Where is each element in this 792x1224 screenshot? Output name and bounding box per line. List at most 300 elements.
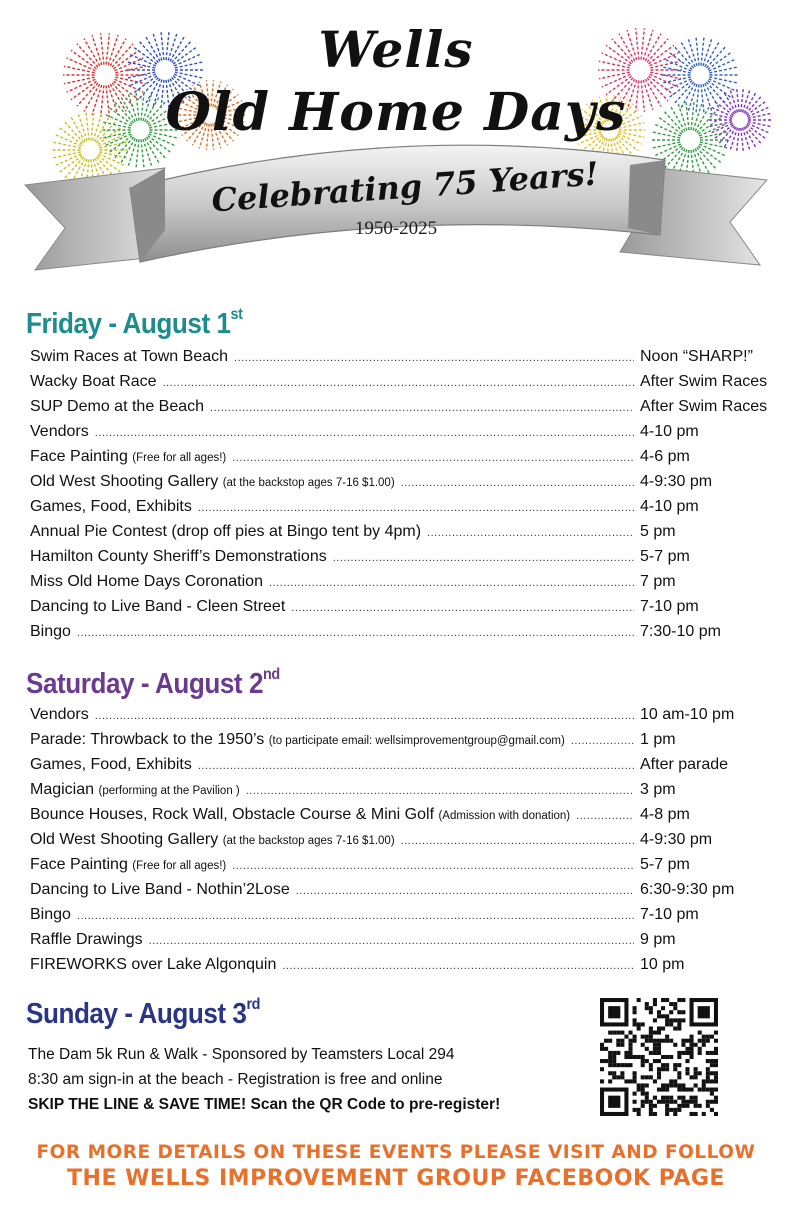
qr-module: [641, 1035, 645, 1039]
event-time: 4-6 pm: [640, 448, 690, 465]
qr-module: [637, 1022, 641, 1026]
qr-module: [685, 1047, 689, 1051]
qr-module: [698, 1104, 702, 1108]
qr-module: [641, 1088, 645, 1092]
event-title: Face Painting: [30, 856, 128, 873]
qr-module: [649, 1067, 653, 1071]
event-time: 5-7 pm: [640, 548, 690, 565]
qr-module: [600, 1043, 604, 1047]
qr-module: [657, 1059, 661, 1063]
qr-module: [608, 1039, 612, 1043]
qr-module: [694, 1071, 698, 1075]
friday-heading: [26, 308, 242, 341]
qr-module: [702, 1079, 706, 1083]
qr-module: [665, 1067, 669, 1071]
qr-module: [624, 1079, 628, 1083]
qr-module: [620, 1071, 624, 1075]
event-name: [30, 473, 395, 491]
event-name: [30, 523, 421, 541]
qr-module: [620, 1031, 624, 1035]
friday-event-row: [30, 373, 770, 398]
qr-code-icon[interactable]: [600, 998, 718, 1116]
dot-leader: [427, 527, 634, 539]
qr-module: [633, 1075, 637, 1079]
qr-module: [608, 1079, 612, 1083]
qr-module: [665, 1096, 669, 1100]
event-time: 5-7 pm: [640, 856, 690, 873]
qr-module: [710, 1088, 714, 1092]
qr-module: [673, 1006, 677, 1010]
qr-module: [612, 1055, 616, 1059]
friday-event-row: [30, 398, 770, 423]
event-name: [30, 956, 276, 974]
friday-schedule: [30, 348, 770, 648]
qr-module: [706, 1071, 710, 1075]
qr-module: [628, 1047, 632, 1051]
friday-event-row: [30, 523, 770, 548]
event-note: (Admission with donation): [438, 810, 571, 822]
event-title: FIREWORKS over Lake Algonquin: [30, 956, 277, 973]
qr-module: [633, 1108, 637, 1112]
qr-module: [665, 1014, 669, 1018]
qr-module: [665, 998, 669, 1002]
sunday-heading: [26, 998, 260, 1031]
dot-leader: [232, 860, 634, 872]
qr-module: [710, 1059, 714, 1063]
qr-module: [620, 1039, 624, 1043]
qr-module: [649, 1108, 653, 1112]
qr-module: [669, 1022, 673, 1026]
qr-module: [665, 1112, 669, 1116]
sunday-info: [28, 1042, 588, 1117]
qr-module: [616, 1043, 620, 1047]
qr-module: [677, 1018, 681, 1022]
qr-module: [714, 1096, 718, 1100]
qr-module: [677, 1051, 681, 1055]
qr-module: [685, 1067, 689, 1071]
qr-module: [698, 1088, 702, 1092]
qr-module: [649, 1006, 653, 1010]
qr-module: [653, 1104, 657, 1108]
qr-module: [690, 1043, 694, 1047]
event-title: Bounce Houses, Rock Wall, Obstacle Course & Mini Golf: [30, 806, 435, 823]
qr-module: [645, 1100, 649, 1104]
qr-module: [706, 1051, 710, 1055]
event-time: 5 pm: [640, 523, 676, 540]
qr-module: [677, 1026, 681, 1030]
qr-module: [665, 1018, 669, 1022]
qr-module: [649, 1039, 653, 1043]
qr-module: [706, 1039, 710, 1043]
friday-event-row: [30, 423, 770, 448]
qr-module: [661, 1088, 665, 1092]
dot-leader: [282, 960, 634, 972]
qr-module: [645, 1092, 649, 1096]
qr-module: [633, 1100, 637, 1104]
qr-module: [628, 1039, 632, 1043]
dot-leader: [198, 502, 634, 514]
event-name: [30, 881, 290, 899]
qr-module: [710, 1092, 714, 1096]
dot-leader: [333, 552, 634, 564]
qr-module: [710, 1100, 714, 1104]
qr-module: [677, 1083, 681, 1087]
qr-module: [657, 1010, 661, 1014]
event-title: Vendors: [30, 423, 89, 440]
qr-module: [669, 1055, 673, 1059]
qr-module: [645, 1083, 649, 1087]
qr-module: [661, 1067, 665, 1071]
qr-module: [653, 1059, 657, 1063]
qr-module: [669, 1039, 673, 1043]
qr-module: [690, 1088, 694, 1092]
qr-module: [608, 1071, 612, 1075]
qr-module: [653, 1051, 657, 1055]
qr-module: [624, 1035, 628, 1039]
qr-module: [690, 1100, 694, 1104]
event-time: 1 pm: [640, 731, 676, 748]
qr-module: [694, 1100, 698, 1104]
qr-module: [702, 1043, 706, 1047]
sunday-line-1: The Dam 5k Run & Walk - Sponsored by Teamsters Local 294: [28, 1046, 455, 1063]
qr-module: [690, 1051, 694, 1055]
qr-module: [661, 1006, 665, 1010]
qr-module: [681, 998, 685, 1002]
sunday-heading-suffix: rd: [246, 996, 260, 1013]
qr-module: [657, 1075, 661, 1079]
firework-spark: [141, 139, 144, 167]
qr-module: [698, 1051, 702, 1055]
qr-module: [690, 1055, 694, 1059]
qr-module: [657, 1026, 661, 1030]
qr-module: [633, 1035, 637, 1039]
dot-leader: [77, 910, 634, 922]
qr-module: [616, 1063, 620, 1067]
qr-module: [624, 1051, 628, 1055]
qr-module: [710, 1051, 714, 1055]
saturday-event-row: [30, 931, 770, 956]
qr-module: [681, 1051, 685, 1055]
qr-module: [677, 1088, 681, 1092]
event-time: 4-9:30 pm: [640, 831, 713, 848]
qr-module: [657, 1047, 661, 1051]
qr-module: [690, 1039, 694, 1043]
qr-module: [624, 1055, 628, 1059]
event-title: Wacky Boat Race: [30, 373, 157, 390]
qr-module: [694, 1067, 698, 1071]
dot-leader: [401, 477, 634, 489]
event-title: Dancing to Live Band - Cleen Street: [30, 598, 286, 615]
event-name: [30, 856, 226, 874]
qr-module: [653, 998, 657, 1002]
qr-module: [690, 1047, 694, 1051]
dot-leader: [163, 377, 634, 389]
event-name: [30, 623, 71, 641]
event-title: Swim Races at Town Beach: [30, 348, 229, 365]
friday-event-row: [30, 348, 770, 373]
qr-module: [624, 1063, 628, 1067]
qr-module: [714, 1031, 718, 1035]
qr-module: [620, 1063, 624, 1067]
qr-module: [661, 1100, 665, 1104]
qr-module: [681, 1018, 685, 1022]
qr-module: [637, 998, 641, 1002]
qr-module: [685, 1100, 689, 1104]
qr-module: [714, 1071, 718, 1075]
event-note: (Free for all ages!): [132, 860, 227, 872]
qr-module: [600, 1067, 604, 1071]
qr-module: [665, 1055, 669, 1059]
saturday-heading-suffix: nd: [263, 666, 280, 683]
qr-module: [681, 1096, 685, 1100]
dot-leader: [77, 627, 634, 639]
saturday-event-row: [30, 881, 770, 906]
qr-module: [641, 1063, 645, 1067]
qr-module: [681, 1083, 685, 1087]
saturday-event-row: [30, 956, 770, 981]
ribbon-text: Celebrating 75 Years!: [210, 154, 600, 220]
qr-module: [649, 1010, 653, 1014]
qr-module: [681, 1088, 685, 1092]
qr-module: [628, 1063, 632, 1067]
qr-module: [608, 1051, 612, 1055]
dot-leader: [296, 885, 634, 897]
qr-module: [710, 1079, 714, 1083]
qr-module: [637, 1088, 641, 1092]
event-name: [30, 598, 285, 616]
event-title: Vendors: [30, 706, 89, 723]
qr-module: [685, 1051, 689, 1055]
qr-module: [714, 1075, 718, 1079]
qr-module: [600, 1079, 604, 1083]
dot-leader: [234, 352, 634, 364]
event-name: [30, 806, 570, 824]
qr-module: [681, 1100, 685, 1104]
qr-module: [710, 1108, 714, 1112]
qr-module: [669, 1096, 673, 1100]
qr-module: [653, 1002, 657, 1006]
event-title: Old West Shooting Gallery: [30, 831, 219, 848]
qr-module: [694, 1075, 698, 1079]
event-time: 7-10 pm: [640, 906, 699, 923]
qr-module: [714, 1047, 718, 1051]
qr-module: [690, 1096, 694, 1100]
qr-module: [641, 1059, 645, 1063]
event-name: [30, 906, 71, 924]
event-time: 4-10 pm: [640, 498, 699, 515]
qr-module: [641, 1083, 645, 1087]
event-name: [30, 373, 157, 391]
event-name: [30, 398, 204, 416]
qr-module: [641, 1043, 645, 1047]
qr-module: [608, 1096, 620, 1108]
qr-module: [665, 1039, 669, 1043]
event-name: [30, 423, 89, 441]
qr-module: [685, 1088, 689, 1092]
qr-module: [628, 1031, 632, 1035]
qr-module: [653, 1031, 657, 1035]
qr-module: [633, 1010, 637, 1014]
qr-module: [653, 1018, 657, 1022]
event-time: 10 am-10 pm: [640, 706, 735, 723]
saturday-event-row: [30, 756, 770, 781]
qr-module: [633, 1055, 637, 1059]
dot-leader: [576, 810, 634, 822]
qr-module: [641, 1075, 645, 1079]
event-name: [30, 756, 192, 774]
event-name: [30, 573, 263, 591]
event-time: After Swim Races: [640, 398, 768, 415]
friday-event-row: [30, 473, 770, 498]
event-title: Hamilton County Sheriff’s Demonstrations: [30, 548, 327, 565]
qr-module: [608, 1059, 612, 1063]
qr-module: [633, 1022, 637, 1026]
qr-module: [604, 1039, 608, 1043]
firework-spark: [136, 139, 139, 167]
friday-event-row: [30, 573, 770, 598]
qr-module: [698, 1047, 702, 1051]
event-name: [30, 448, 226, 466]
dot-leader: [291, 602, 634, 614]
friday-event-row: [30, 548, 770, 573]
qr-module: [661, 1014, 665, 1018]
qr-module: [653, 1047, 657, 1051]
qr-module: [657, 1039, 661, 1043]
event-time: After parade: [640, 756, 729, 773]
event-title: SUP Demo at the Beach: [30, 398, 205, 415]
qr-module: [669, 1083, 673, 1087]
qr-module: [669, 1079, 673, 1083]
qr-module: [645, 1059, 649, 1063]
event-title: Games, Food, Exhibits: [30, 756, 192, 773]
qr-module: [714, 1100, 718, 1104]
event-name: [30, 931, 143, 949]
event-title: Bingo: [30, 623, 71, 640]
qr-module: [665, 1083, 669, 1087]
qr-module: [694, 1096, 698, 1100]
qr-module: [637, 1108, 641, 1112]
qr-module: [628, 1055, 632, 1059]
qr-module: [677, 1010, 681, 1014]
qr-module: [657, 1014, 661, 1018]
qr-module: [665, 1104, 669, 1108]
qr-module: [714, 1112, 718, 1116]
friday-event-row: [30, 498, 770, 523]
title-old-home-days: Old Home Days: [165, 82, 627, 143]
event-time: After Swim Races: [640, 373, 768, 390]
qr-module: [669, 1100, 673, 1104]
qr-module: [702, 1039, 706, 1043]
qr-module: [677, 998, 681, 1002]
event-time: 6:30-9:30 pm: [640, 881, 735, 898]
qr-module: [612, 1063, 616, 1067]
event-time: 4-9:30 pm: [640, 473, 713, 490]
firework-spark: [651, 142, 680, 148]
dot-leader: [232, 452, 634, 464]
qr-module: [673, 1108, 677, 1112]
qr-module: [649, 1104, 653, 1108]
qr-module: [673, 1002, 677, 1006]
event-title: Raffle Drawings: [30, 931, 143, 948]
qr-module: [677, 1022, 681, 1026]
qr-module: [641, 1022, 645, 1026]
qr-module: [645, 1047, 649, 1051]
qr-module: [633, 1018, 637, 1022]
event-time: 7 pm: [640, 573, 676, 590]
qr-module: [649, 1035, 653, 1039]
qr-module: [645, 1035, 649, 1039]
qr-module: [669, 1108, 673, 1112]
event-title: Old West Shooting Gallery: [30, 473, 219, 490]
dot-leader: [246, 785, 634, 797]
qr-module: [637, 1026, 641, 1030]
qr-module: [616, 1075, 620, 1079]
qr-module: [633, 1092, 637, 1096]
qr-module: [661, 1055, 665, 1059]
event-name: [30, 831, 395, 849]
qr-module: [620, 1075, 624, 1079]
qr-module: [649, 1031, 653, 1035]
qr-module: [714, 1039, 718, 1043]
saturday-heading: [26, 668, 280, 701]
qr-module: [677, 1071, 681, 1075]
saturday-event-row: [30, 781, 770, 806]
qr-module: [677, 1096, 681, 1100]
qr-module: [681, 1043, 685, 1047]
qr-module: [665, 1063, 669, 1067]
event-note: (at the backstop ages 7-16 $1.00): [222, 835, 395, 847]
qr-module: [681, 1104, 685, 1108]
sunday-line-3: SKIP THE LINE & SAVE TIME! Scan the QR Code to pre-register!: [28, 1096, 501, 1113]
qr-module: [702, 1088, 706, 1092]
saturday-event-row: [30, 906, 770, 931]
qr-module: [702, 1112, 706, 1116]
dot-leader: [210, 402, 634, 414]
dot-leader: [149, 935, 634, 947]
qr-module: [665, 1108, 669, 1112]
event-title: Parade: Throwback to the 1950’s: [30, 731, 265, 748]
event-note: (at the backstop ages 7-16 $1.00): [222, 477, 395, 489]
qr-module: [612, 1051, 616, 1055]
qr-module: [649, 1075, 653, 1079]
qr-module: [661, 1026, 665, 1030]
event-title: Games, Food, Exhibits: [30, 498, 192, 515]
qr-module: [649, 1100, 653, 1104]
qr-module: [612, 1059, 616, 1063]
qr-module: [714, 1079, 718, 1083]
sunday-line-2: 8:30 am sign-in at the beach - Registration is free and online: [28, 1071, 443, 1088]
qr-module: [661, 1039, 665, 1043]
event-time: 9 pm: [640, 931, 676, 948]
qr-module: [616, 1039, 620, 1043]
qr-module: [685, 1071, 689, 1075]
qr-module: [645, 1002, 649, 1006]
event-title: Magician: [30, 781, 95, 798]
qr-module: [710, 1063, 714, 1067]
qr-module: [649, 1112, 653, 1116]
qr-module: [657, 1051, 661, 1055]
qr-module: [633, 1071, 637, 1075]
qr-module: [681, 1010, 685, 1014]
qr-module: [604, 1047, 608, 1051]
qr-module: [694, 1112, 698, 1116]
qr-module: [616, 1051, 620, 1055]
qr-module: [657, 1088, 661, 1092]
qr-module: [685, 1059, 689, 1063]
qr-module: [714, 1051, 718, 1055]
qr-module: [694, 1043, 698, 1047]
qr-module: [677, 1055, 681, 1059]
